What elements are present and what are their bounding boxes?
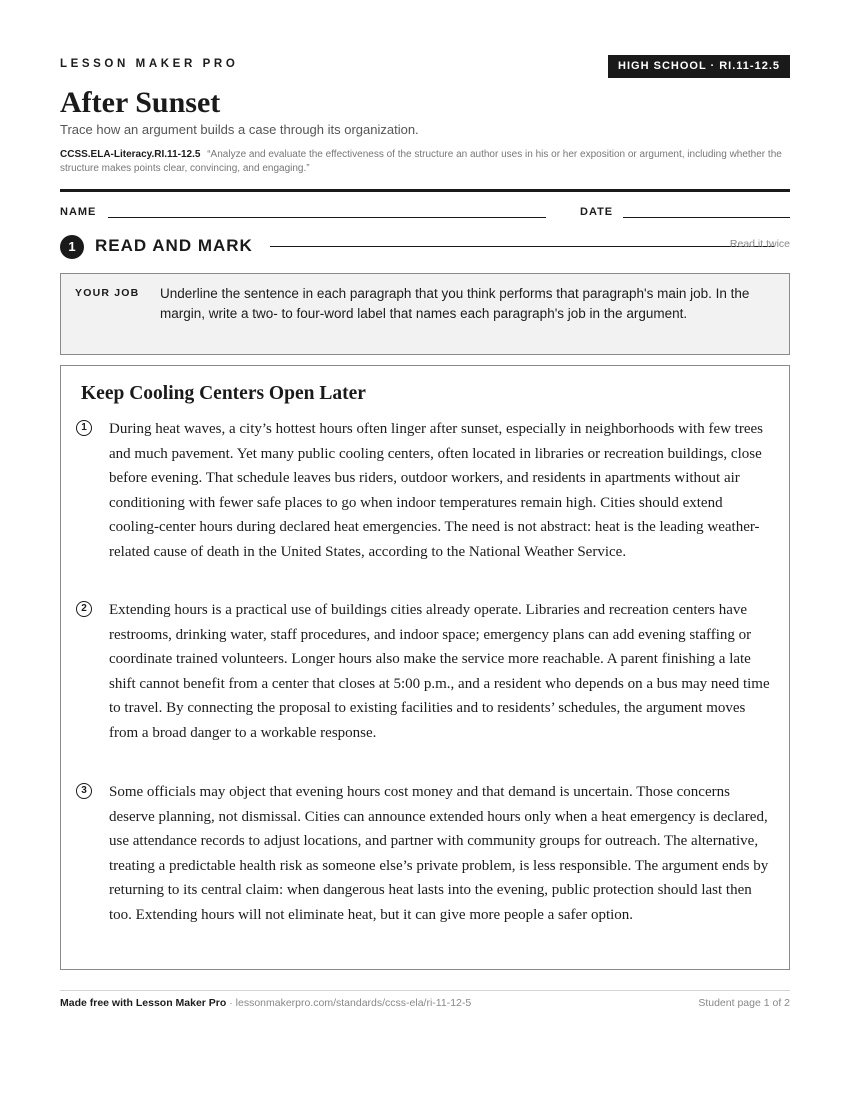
instructions-text: Underline the sentence in each paragraph that you think performs that paragraph's main job. In the margin, write a two- to four-word label that names each paragraph's job in the argument. (160, 286, 750, 321)
section-note: Read it twice (729, 238, 790, 250)
name-label: NAME (60, 206, 97, 218)
paragraph-number: 3 (76, 783, 92, 799)
section-rule (270, 246, 775, 247)
standard-text: “Analyze and evaluate the effectiveness of the structure an author uses in his or her exposition or argument, including whether the structure makes points clear, convincing, and engaging.” (60, 149, 782, 174)
header-divider (60, 189, 790, 192)
page-count: Student page 1 of 2 (698, 997, 790, 1009)
paragraph-number: 1 (76, 420, 92, 436)
page-subtitle: Trace how an argument builds a case through its organization. (60, 122, 419, 137)
passage-title: Keep Cooling Centers Open Later (81, 383, 366, 404)
standard-code: CCSS.ELA-Literacy.RI.11-12.5 (60, 149, 201, 160)
footer-credit: Made free with Lesson Maker Pro (60, 997, 227, 1009)
brand-name: LESSON MAKER PRO (60, 58, 239, 70)
name-field[interactable] (108, 217, 546, 218)
paragraph-number: 2 (76, 601, 92, 617)
level-badge: HIGH SCHOOL · RI.11-12.5 (608, 55, 790, 78)
instructions-box (60, 273, 790, 355)
footer (60, 997, 790, 1009)
instructions-label: YOUR JOB (75, 287, 140, 299)
student-fields (60, 205, 790, 221)
step-number-badge: 1 (60, 235, 84, 259)
date-field[interactable] (623, 217, 790, 218)
paragraph-text[interactable]: During heat waves, a city’s hottest hours often linger after sunset, especially in neighborhoods with few trees and much pavement. Yet many public cooling centers, often located in libraries or recreation buildings, close before evening. That schedule leaves bus riders, outdoor workers, and residents in apartments without air conditioning with fewer safe places to go when indoor temperatures remain high. Cities should extend cooling-center hours during declared heat emergencies. The need is not abstract: heat is the leading weather-related cause of death in the United States, according to the National Weather Service. (109, 421, 763, 560)
date-label: DATE (580, 206, 614, 218)
section-heading (60, 234, 790, 258)
standard-statement (60, 148, 790, 176)
header-bar (60, 55, 790, 79)
paragraph-text[interactable]: Some officials may object that evening hours cost money and that demand is uncertain. Those concerns deserve planning, not dismissal. Cities can announce extended hours only when a heat emergency is declared, use attendance records to adjust locations, and partner with community groups for outreach. The alternative, treating a predictable health risk as someone else’s private problem, is less responsible. The argument ends by returning to its central claim: when dangerous heat lasts into the evening, public protection should last then too. Extending hours will not eliminate heat, but it can give more people a safer option. (109, 784, 769, 923)
paragraph-text[interactable]: Extending hours is a practical use of buildings cities already operate. Libraries and recreation centers have restrooms, drinking water, staff procedures, and indoor space; emergency plans can add evening staffing or coordinate trained volunteers. Longer hours also make the service more reachable. A parent finishing a late shift cannot benefit from a center that closes at 5:00 p.m., and a resident who depends on a bus may need time to travel. By connecting the proposal to existing facilities and to residents’ schedules, the argument moves from a broad danger to a workable response. (109, 602, 770, 741)
passage-box (60, 365, 790, 970)
section-title: READ AND MARK (95, 236, 253, 255)
footer-url[interactable]: · lessonmakerpro.com/standards/ccss-ela/ri-11-12-5 (226, 997, 472, 1009)
footer-divider (60, 990, 790, 991)
page-title: After Sunset (60, 86, 221, 119)
